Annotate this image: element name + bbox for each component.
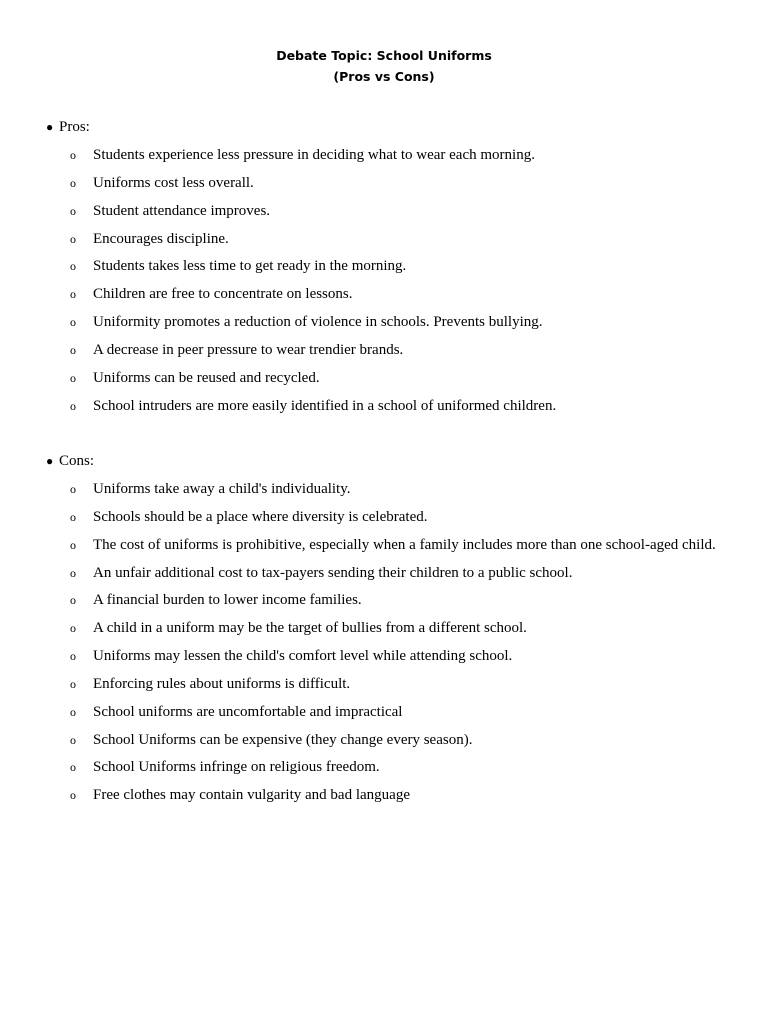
- sub-bullet-icon: o: [70, 760, 76, 775]
- sub-bullet-icon: o: [70, 788, 76, 803]
- list-item-text: A decrease in peer pressure to wear trendier brands.: [93, 341, 404, 358]
- list-item: [46, 478, 762, 506]
- bullet-icon: ●: [46, 120, 54, 134]
- cons-list: [46, 478, 762, 812]
- sub-bullet-icon: o: [70, 287, 76, 302]
- list-item-text: Uniforms may lessen the child's comfort level while attending school.: [93, 648, 513, 665]
- list-item-text: School uniforms are uncomfortable and impractical: [93, 703, 403, 720]
- list-item-text: Uniforms take away a child's individuality.: [93, 481, 351, 497]
- sub-bullet-icon: o: [70, 370, 76, 385]
- list-item-text: School Uniforms can be expensive (they change every season).: [93, 731, 473, 748]
- list-item: [46, 172, 762, 200]
- list-item-text: School intruders are more easily identified in a school of uniformed children.: [93, 397, 557, 414]
- sub-bullet-icon: o: [70, 342, 76, 357]
- list-item-text: Uniformity promotes a reduction of violence in schools. Prevents bullying.: [93, 314, 543, 331]
- sub-bullet-icon: o: [70, 704, 76, 719]
- list-item: [46, 729, 762, 757]
- cons-label: Cons:: [59, 453, 95, 469]
- list-item-text: School Uniforms infringe on religious freedom.: [93, 759, 380, 776]
- sub-bullet-icon: o: [70, 593, 76, 608]
- sub-bullet-icon: o: [70, 315, 76, 330]
- sub-bullet-icon: o: [70, 649, 76, 664]
- sub-bullet-icon: o: [70, 259, 76, 274]
- document-title: Debate Topic: School Uniforms: [276, 48, 492, 63]
- list-item: [46, 673, 762, 701]
- list-item-text: Schools should be a place where diversity is celebrated.: [93, 508, 428, 525]
- bullet-icon: ●: [46, 454, 54, 468]
- list-item: [46, 701, 762, 729]
- list-item-text: Children are free to concentrate on lessons.: [93, 286, 353, 303]
- sub-bullet-icon: o: [70, 398, 76, 413]
- list-item: [46, 534, 762, 562]
- sub-bullet-icon: o: [70, 565, 76, 580]
- sub-bullet-icon: o: [70, 148, 76, 162]
- list-item-text: Students experience less pressure in deciding what to wear each morning.: [93, 147, 535, 163]
- list-item: [46, 200, 762, 228]
- list-item: [46, 311, 762, 339]
- list-item: [46, 589, 762, 617]
- list-item: [46, 283, 762, 311]
- sub-bullet-icon: o: [70, 537, 76, 552]
- list-item-text: Students takes less time to get ready in the morning.: [93, 258, 407, 275]
- list-item-text: The cost of uniforms is prohibitive, especially when a family includes more than one school-aged child.: [93, 536, 716, 553]
- list-item: [46, 506, 762, 534]
- sub-bullet-icon: o: [70, 175, 76, 190]
- list-item: [46, 144, 762, 172]
- list-item-text: A child in a uniform may be the target of bullies from a different school.: [93, 620, 527, 637]
- sub-bullet-icon: o: [70, 231, 76, 246]
- pros-heading: [46, 116, 762, 138]
- list-item-text: Uniforms can be reused and recycled.: [93, 369, 320, 386]
- list-item: [46, 255, 762, 283]
- document-subtitle: (Pros vs Cons): [333, 69, 435, 84]
- sub-bullet-icon: o: [70, 676, 76, 691]
- list-item-text: Encourages discipline.: [93, 230, 229, 247]
- sub-bullet-icon: o: [70, 203, 76, 218]
- list-item-text: Uniforms cost less overall.: [93, 174, 254, 191]
- document-header: [0, 45, 768, 87]
- list-item: [46, 228, 762, 256]
- list-item-text: An unfair additional cost to tax-payers sending their children to a public school.: [93, 564, 573, 581]
- sub-bullet-icon: o: [70, 621, 76, 636]
- list-item: [46, 617, 762, 645]
- list-item: [46, 562, 762, 590]
- cons-heading: [46, 450, 762, 472]
- list-item-text: Free clothes may contain vulgarity and bad language: [93, 787, 410, 804]
- list-item: [46, 784, 762, 812]
- pros-section: [46, 116, 762, 422]
- pros-label: Pros:: [59, 119, 90, 135]
- list-item: [46, 367, 762, 395]
- sub-bullet-icon: o: [70, 732, 76, 747]
- sub-bullet-icon: o: [70, 509, 76, 524]
- list-item: [46, 395, 762, 423]
- list-item: [46, 339, 762, 367]
- list-item-text: A financial burden to lower income families.: [93, 592, 362, 609]
- list-item: [46, 756, 762, 784]
- list-item: [46, 645, 762, 673]
- sub-bullet-icon: o: [70, 482, 76, 496]
- pros-list: [46, 144, 762, 422]
- cons-section: [46, 450, 762, 812]
- list-item-text: Student attendance improves.: [93, 202, 271, 219]
- list-item-text: Enforcing rules about uniforms is difficult.: [93, 675, 351, 692]
